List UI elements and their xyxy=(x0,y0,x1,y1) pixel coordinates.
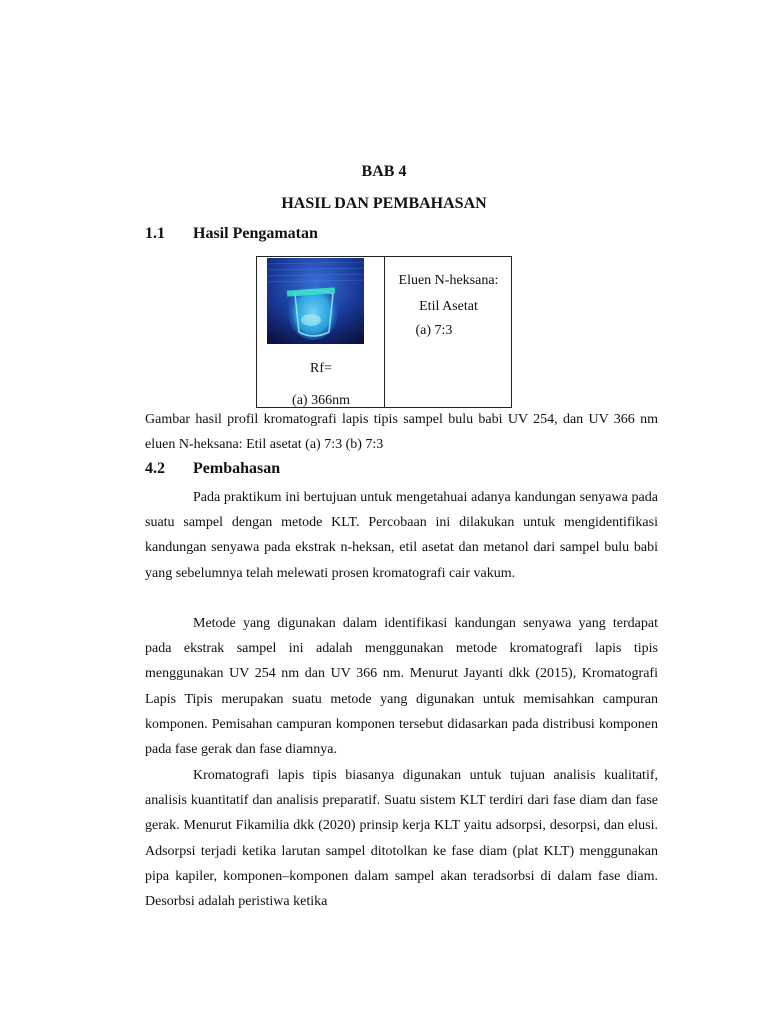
section-heading-results xyxy=(145,225,318,243)
eluent-line-2: Etil Asetat xyxy=(419,299,478,314)
chapter-heading: BAB 4 xyxy=(361,163,407,180)
results-table xyxy=(256,256,512,408)
section-title: Hasil Pengamatan xyxy=(193,225,318,242)
paragraph: Kromatografi lapis tipis biasanya digunakan untuk tujuan analisis kualitatif, analisis kuantitatif dan analisis preparatif. Suatu sistem KLT terdiri dari fase diam dan fase gerak. Menurut Fikamilia dkk (2020) prinsip kerja KLT yaitu adsorpsi, desorpsi, dan elusi. Adsorpsi terjadi ketika larutan sampel ditotolkan ke fase diam (plat KLT) menggunakan pipa kapiler, komponen–komponen dalam sampel akan teradsorbsi di dalam fase diam. Desorbsi adalah peristiwa ketika xyxy=(145,768,658,910)
section-title: Pembahasan xyxy=(193,460,281,477)
chapter-title: HASIL DAN PEMBAHASAN xyxy=(281,195,487,212)
rf-label: Rf= xyxy=(310,361,332,376)
uv-wavelength-label: (a) 366nm xyxy=(292,393,350,408)
paragraph: Metode yang digunakan dalam identifikasi kandungan senyawa yang terdapat pada ekstrak sampel ini adalah menggunakan metode kromatografi lapis tipis menggunakan UV 254 nm dan UV 366 nm. Menurut Jayanti dkk (2015), Kromatografi Lapis Tipis merupakan suatu metode yang digunakan untuk memisahkan campuran komponen. Pemisahan campuran komponen tersebut didasarkan pada distribusi komponen pada fase gerak dan fase diamnya. xyxy=(145,616,658,758)
eluent-line-1: Eluen N-heksana: xyxy=(398,273,499,288)
section-number: 1.1 xyxy=(145,225,165,242)
tlc-image-cell xyxy=(257,257,385,408)
figure-caption: Gambar hasil profil kromatografi lapis tipis sampel bulu babi UV 254, dan UV 366 nm eluen N-heksana: Etil asetat (a) 7:3 (b) 7:3 xyxy=(145,412,658,452)
eluent-cell xyxy=(385,257,512,408)
eluent-ratio: (a) 7:3 xyxy=(415,323,453,338)
section-number: 4.2 xyxy=(145,460,165,477)
paragraph: Pada praktikum ini bertujuan untuk mengetahuai adanya kandungan senyawa pada suatu sampel dengan metode KLT. Percobaan ini dilakukan untuk mengidentifikasi kandungan senyawa pada ekstrak n-heksan, etil asetat dan metanol dari sampel bulu babi yang sebelumnya telah melewati prosen kromatografi cair vakum. xyxy=(145,490,658,581)
tlc-plate-photo xyxy=(267,258,364,344)
section-heading-discussion xyxy=(145,460,280,478)
